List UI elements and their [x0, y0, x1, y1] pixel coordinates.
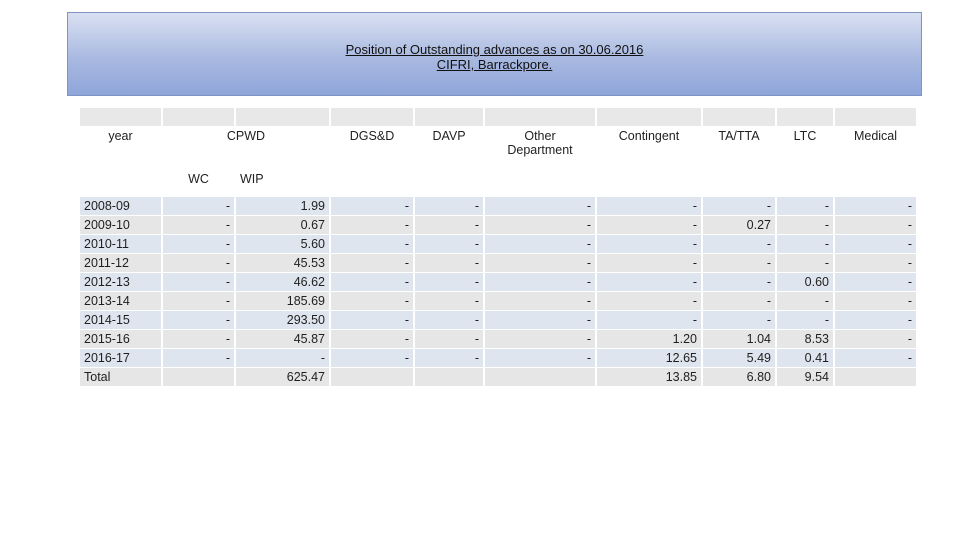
cell-other: - [485, 235, 597, 254]
cell-dgsd: - [331, 349, 415, 368]
cell-contingent: 12.65 [597, 349, 703, 368]
cell-dgsd [331, 368, 415, 387]
header-wip: WIP [236, 170, 331, 197]
cell-davp: - [415, 197, 485, 216]
cell-ltc: - [777, 235, 835, 254]
header-contingent: Contingent [597, 127, 703, 170]
header-other-line2: Department [507, 143, 573, 157]
cell-wip: 45.87 [236, 330, 331, 349]
top-band-row [80, 108, 918, 127]
header-row [80, 127, 918, 170]
cell-wc: - [163, 330, 236, 349]
cell-medical: - [835, 292, 918, 311]
cell-medical [835, 368, 918, 387]
cell-ltc: 8.53 [777, 330, 835, 349]
table-row [80, 292, 918, 311]
cell-wip: 293.50 [236, 311, 331, 330]
cell-medical: - [835, 311, 918, 330]
cell-ltc: - [777, 292, 835, 311]
cell-year: 2016-17 [80, 349, 163, 368]
cell-year: 2009-10 [80, 216, 163, 235]
cell-davp: - [415, 292, 485, 311]
cell-ltc: 0.41 [777, 349, 835, 368]
cell-year: 2015-16 [80, 330, 163, 349]
cell-wc: - [163, 311, 236, 330]
cell-ltc: - [777, 311, 835, 330]
cell-dgsd: - [331, 311, 415, 330]
cell-wip: 185.69 [236, 292, 331, 311]
cell-wc: - [163, 254, 236, 273]
cell-year: 2010-11 [80, 235, 163, 254]
header-other-line1: Other [524, 129, 556, 143]
cell-tatta: - [703, 292, 777, 311]
table-row [80, 273, 918, 292]
cell-ltc: - [777, 197, 835, 216]
cell-tatta: - [703, 273, 777, 292]
title-line-2: CIFRI, Barrackpore. [436, 57, 553, 72]
cell-wc [163, 368, 236, 387]
cell-year: 2012-13 [80, 273, 163, 292]
cell-davp [415, 368, 485, 387]
header-medical: Medical [835, 127, 918, 170]
cell-other: - [485, 330, 597, 349]
cell-contingent: 1.20 [597, 330, 703, 349]
cell-wc: - [163, 292, 236, 311]
cell-davp: - [415, 235, 485, 254]
cell-medical: - [835, 330, 918, 349]
cell-contingent: - [597, 216, 703, 235]
cell-ltc: 0.60 [777, 273, 835, 292]
cell-wc: - [163, 349, 236, 368]
cell-dgsd: - [331, 273, 415, 292]
cell-contingent: 13.85 [597, 368, 703, 387]
table-row [80, 368, 918, 387]
cell-davp: - [415, 216, 485, 235]
cell-contingent: - [597, 273, 703, 292]
cell-other: - [485, 197, 597, 216]
table-row [80, 235, 918, 254]
cell-wip: 0.67 [236, 216, 331, 235]
cell-contingent: - [597, 197, 703, 216]
cell-year: 2013-14 [80, 292, 163, 311]
cell-wc: - [163, 216, 236, 235]
table-row [80, 330, 918, 349]
advances-table [80, 108, 918, 387]
header-tatta: TA/TTA [703, 127, 777, 170]
cell-tatta: - [703, 311, 777, 330]
cell-medical: - [835, 273, 918, 292]
cell-tatta: - [703, 235, 777, 254]
cell-other: - [485, 216, 597, 235]
cell-wc: - [163, 235, 236, 254]
cell-other: - [485, 273, 597, 292]
cell-tatta: - [703, 254, 777, 273]
table-row [80, 254, 918, 273]
header-davp: DAVP [415, 127, 485, 170]
header-dgsd: DGS&D [331, 127, 415, 170]
cell-ltc: 9.54 [777, 368, 835, 387]
cell-other: - [485, 254, 597, 273]
cell-wip: 5.60 [236, 235, 331, 254]
cell-davp: - [415, 254, 485, 273]
cell-wc: - [163, 273, 236, 292]
cell-davp: - [415, 273, 485, 292]
cell-wip: 1.99 [236, 197, 331, 216]
cell-medical: - [835, 197, 918, 216]
cell-tatta: 6.80 [703, 368, 777, 387]
table-row [80, 349, 918, 368]
cell-davp: - [415, 349, 485, 368]
cell-dgsd: - [331, 235, 415, 254]
cell-medical: - [835, 216, 918, 235]
cell-tatta: 0.27 [703, 216, 777, 235]
title-text [68, 42, 921, 72]
cell-dgsd: - [331, 330, 415, 349]
cell-tatta: 5.49 [703, 349, 777, 368]
cell-dgsd: - [331, 254, 415, 273]
cell-year: 2011-12 [80, 254, 163, 273]
header-wc: WC [163, 170, 236, 197]
cell-tatta: 1.04 [703, 330, 777, 349]
header-other-department [485, 127, 597, 170]
cell-davp: - [415, 311, 485, 330]
table-row [80, 311, 918, 330]
cell-other: - [485, 292, 597, 311]
cell-wip: 625.47 [236, 368, 331, 387]
header-year: year [80, 127, 163, 170]
cell-other: - [485, 311, 597, 330]
cell-contingent: - [597, 311, 703, 330]
cell-dgsd: - [331, 197, 415, 216]
cell-other: - [485, 349, 597, 368]
title-line-1: Position of Outstanding advances as on 30.06.2016 [345, 42, 644, 57]
cell-wc: - [163, 197, 236, 216]
table-row [80, 197, 918, 216]
cell-davp: - [415, 330, 485, 349]
header-cpwd: CPWD [163, 127, 331, 170]
subheader-row [80, 170, 918, 197]
cell-contingent: - [597, 235, 703, 254]
table-row [80, 216, 918, 235]
cell-dgsd: - [331, 216, 415, 235]
cell-year: 2014-15 [80, 311, 163, 330]
cell-wip: - [236, 349, 331, 368]
cell-medical: - [835, 349, 918, 368]
cell-tatta: - [703, 197, 777, 216]
cell-wip: 46.62 [236, 273, 331, 292]
cell-medical: - [835, 235, 918, 254]
cell-other [485, 368, 597, 387]
cell-contingent: - [597, 292, 703, 311]
cell-year: 2008-09 [80, 197, 163, 216]
cell-wip: 45.53 [236, 254, 331, 273]
cell-year: Total [80, 368, 163, 387]
cell-dgsd: - [331, 292, 415, 311]
cell-contingent: - [597, 254, 703, 273]
cell-medical: - [835, 254, 918, 273]
cell-ltc: - [777, 216, 835, 235]
cell-ltc: - [777, 254, 835, 273]
title-banner [67, 12, 922, 96]
header-ltc: LTC [777, 127, 835, 170]
